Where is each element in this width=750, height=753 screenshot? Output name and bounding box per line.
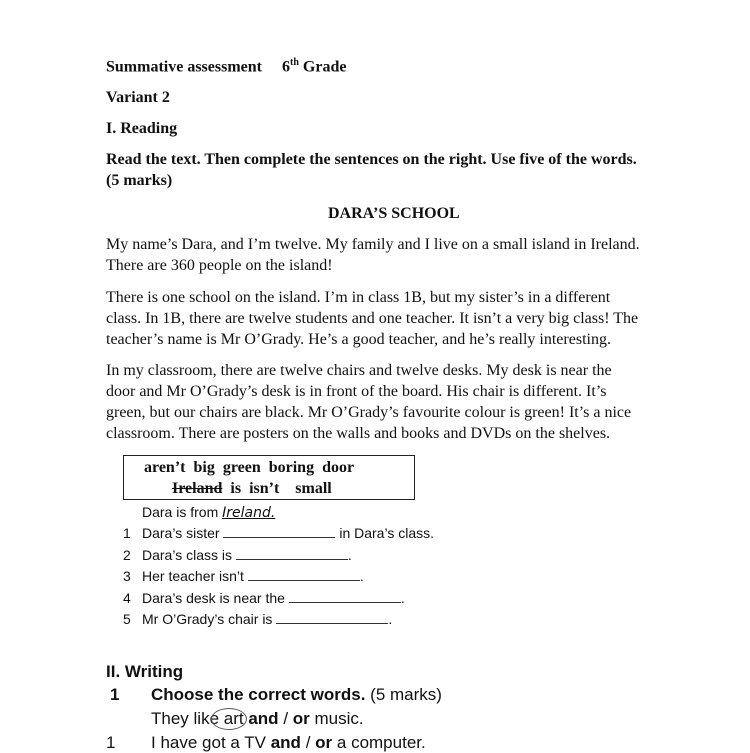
paragraph-line: My name’s Dara, and I’m twelve. My family and I live on a small island in Ireland. xyxy=(106,236,640,253)
question-text: Dara’s class is xyxy=(142,547,232,563)
question-text: Mr O’Grady’s chair is xyxy=(142,611,273,627)
question-text-after: . xyxy=(400,590,405,606)
reading-text-title: DARA’S SCHOOL xyxy=(328,205,460,222)
word-box-row-2 xyxy=(172,480,332,498)
word-option: door xyxy=(322,459,355,476)
word-option: is xyxy=(230,480,242,497)
word-box-row-1 xyxy=(144,459,354,477)
reading-instruction-line1: Read the text. Then complete the sentences on the right. Use five of the words. xyxy=(106,151,637,168)
writing-item-1 xyxy=(106,733,426,753)
question-3 xyxy=(123,567,364,585)
item-number: 1 xyxy=(106,733,116,752)
question-number: 4 xyxy=(123,590,131,606)
option-slash: / xyxy=(305,733,311,752)
question-number: 3 xyxy=(123,568,131,584)
question-text-after: . xyxy=(388,611,393,627)
paragraph-line: There are 360 people on the island! xyxy=(106,257,333,274)
word-option: boring xyxy=(268,459,315,476)
paragraph-2 xyxy=(106,287,706,350)
question-text: Dara’s sister xyxy=(142,525,220,541)
answer-blank[interactable] xyxy=(248,568,360,581)
question-text-after: . xyxy=(347,547,352,563)
answer-circle xyxy=(211,708,247,730)
question-2 xyxy=(123,546,352,564)
example-sentence xyxy=(142,503,275,522)
grade-superscript: th xyxy=(290,57,299,68)
question-number: 1 xyxy=(123,525,131,541)
word-option: isn’t xyxy=(249,480,280,497)
task-title: Choose the correct words. xyxy=(151,685,366,704)
example-prefix: Dara is from xyxy=(142,504,219,520)
writing-task xyxy=(106,685,442,705)
assessment-label: Summative assessment xyxy=(106,58,262,76)
word-option: green xyxy=(222,459,261,476)
paragraph-line: door and Mr O’Grady’s desk is in front of the board. His chair is different. It’s xyxy=(106,383,607,400)
paragraph-line: classroom. There are posters on the walls and books and DVDs on the shelves. xyxy=(106,425,611,442)
answer-blank[interactable] xyxy=(289,590,401,603)
assessment-title xyxy=(106,57,346,76)
item-start: I have got a TV xyxy=(151,733,266,752)
grade-number: 6 xyxy=(282,58,290,76)
option-or[interactable]: or xyxy=(315,733,333,752)
question-4 xyxy=(123,589,405,607)
task-number: 1 xyxy=(110,685,120,704)
paragraph-3 xyxy=(106,360,706,444)
item-end: a computer. xyxy=(336,733,426,752)
word-option: big xyxy=(193,459,215,476)
option-and[interactable]: and xyxy=(270,733,301,752)
paragraph-line: In my classroom, there are twelve chairs and twelve desks. My desk is near the xyxy=(106,362,612,379)
paragraph-line: class. In 1B, there are twelve students and one teacher. It isn’t a very big class! The xyxy=(106,310,639,327)
question-number: 5 xyxy=(123,611,131,627)
word-box xyxy=(123,455,415,500)
answer-blank[interactable] xyxy=(276,611,388,624)
example-choice: art xyxy=(223,709,244,728)
paragraph-line: green, but our chairs are black. Mr O’Grady’s favourite colour is green! It’s a nice xyxy=(106,404,632,421)
option-and[interactable]: and xyxy=(248,709,279,728)
example-answer: Ireland. xyxy=(222,505,276,521)
grade-word: Grade xyxy=(302,58,347,76)
word-option-used: Ireland xyxy=(172,480,223,497)
question-text: Dara’s desk is near the xyxy=(142,590,285,606)
task-marks: (5 marks) xyxy=(370,685,442,704)
answer-blank[interactable] xyxy=(223,525,335,538)
word-option: small xyxy=(295,480,332,497)
paragraph-line: There is one school on the island. I’m in class 1B, but my sister’s in a different xyxy=(106,289,611,306)
reading-instruction-line2: (5 marks) xyxy=(106,172,173,189)
example-end: music. xyxy=(314,709,364,728)
question-number: 2 xyxy=(123,547,131,563)
variant-label: Variant 2 xyxy=(106,89,170,106)
option-slash: / xyxy=(283,709,289,728)
writing-heading: II. Writing xyxy=(106,662,184,681)
paragraph-1 xyxy=(106,234,706,276)
example-start: They like xyxy=(151,709,220,728)
question-text-after: in Dara’s class. xyxy=(339,525,434,541)
writing-example xyxy=(151,709,364,729)
question-text: Her teacher isn’t xyxy=(142,568,244,584)
question-5 xyxy=(123,610,393,628)
paragraph-line: teacher’s name is Mr O’Grady. He’s a good teacher, and he’s really interesting. xyxy=(106,331,611,348)
word-option: aren’t xyxy=(144,459,186,476)
question-1 xyxy=(123,524,434,542)
answer-blank[interactable] xyxy=(236,547,348,560)
reading-heading: I. Reading xyxy=(106,120,178,137)
option-or[interactable]: or xyxy=(292,709,310,728)
question-text-after: . xyxy=(359,568,364,584)
